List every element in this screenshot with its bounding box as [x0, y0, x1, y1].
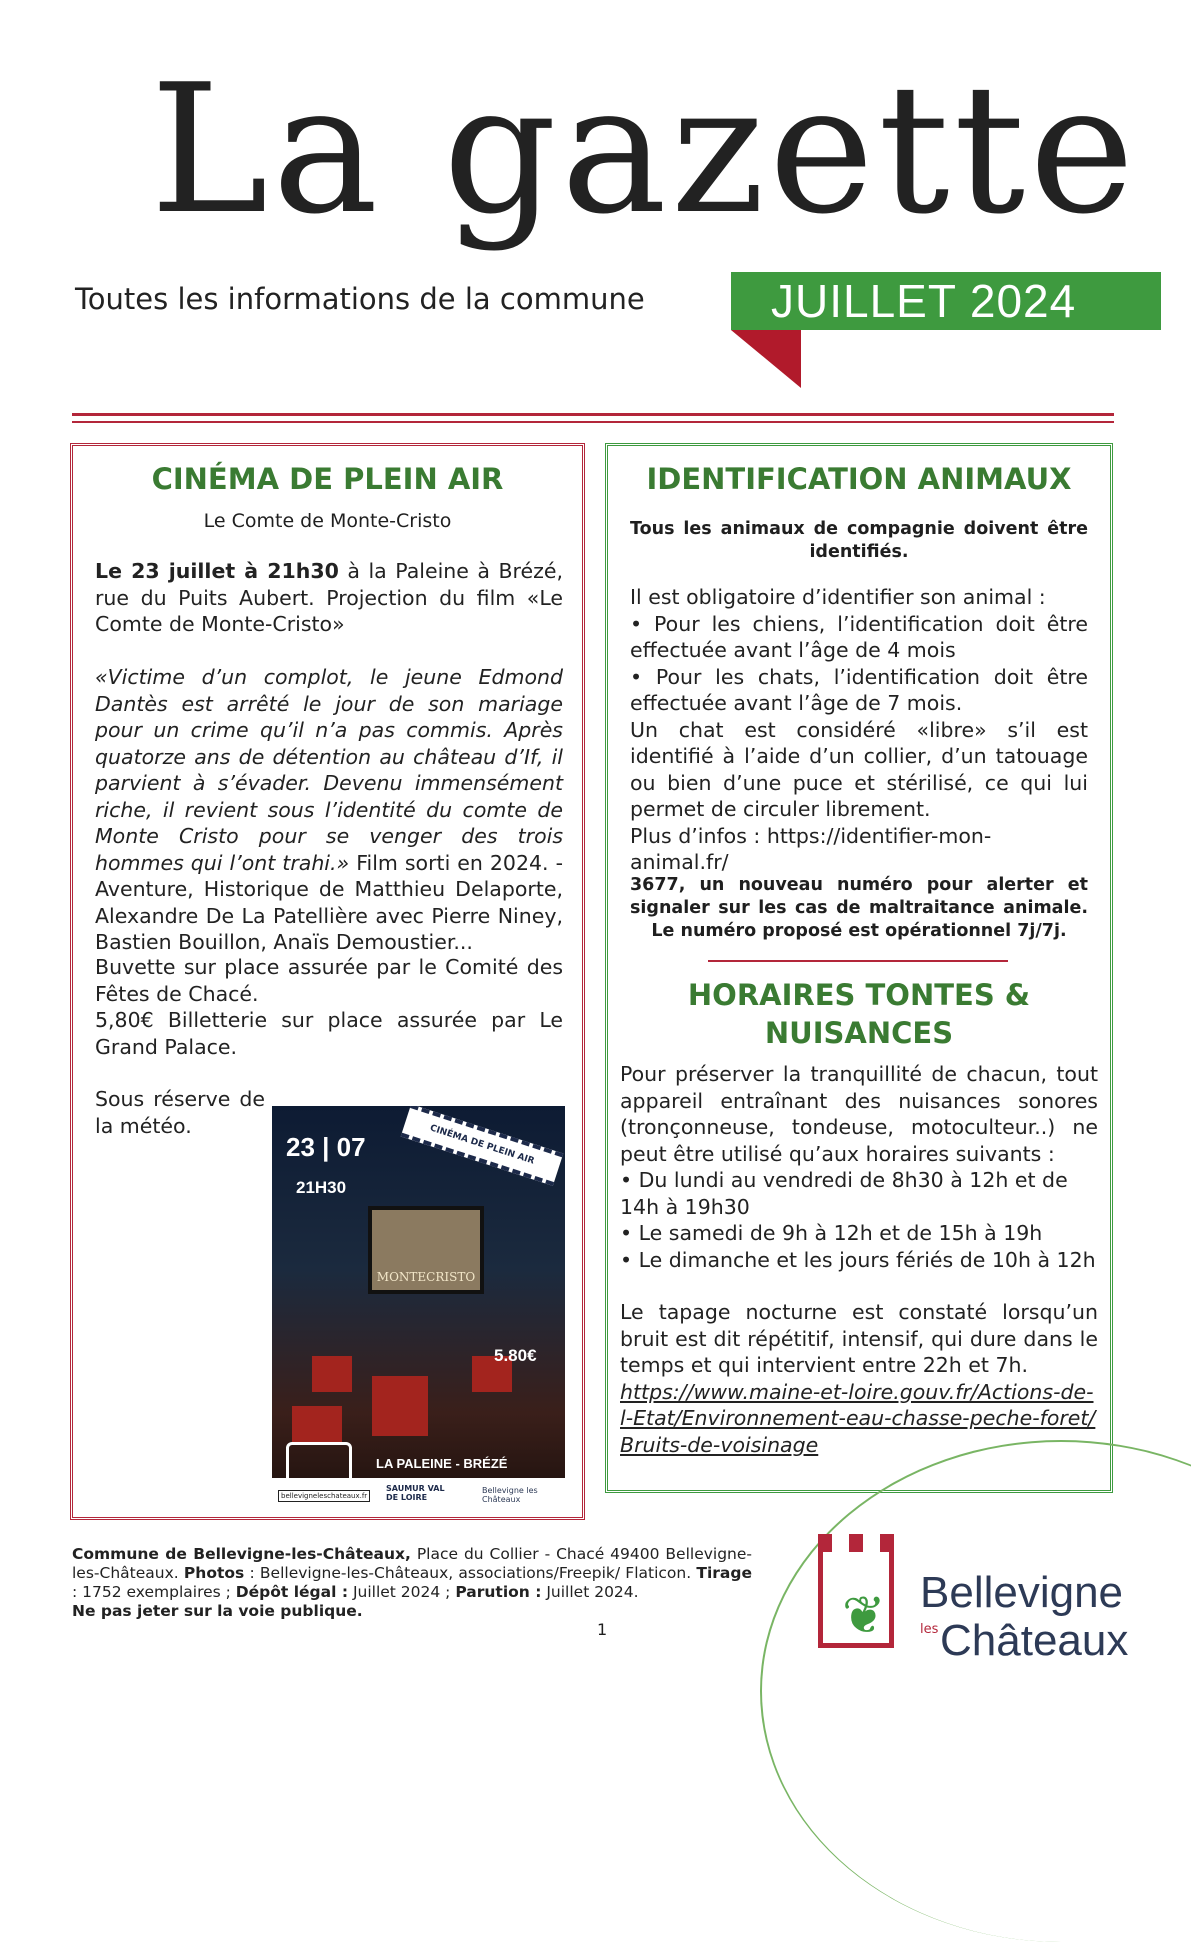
schedule-weekdays: • Du lundi au vendredi de 8h30 à 12h et de 14h à 19h30: [620, 1168, 1068, 1219]
litter-notice: Ne pas jeter sur la voie publique.: [72, 1602, 363, 1620]
weather-note: Sous réserve de la météo.: [95, 1087, 265, 1138]
ticket-paragraph: 5,80€ Billetterie sur place assurée par Le Grand Palace.: [95, 1008, 563, 1059]
poster-film-strip: CINÉMA DE PLEIN AIR: [401, 1106, 564, 1186]
noise-body: [620, 1061, 1098, 1458]
schedule-saturday: • Le samedi de 9h à 12h et de 15h à 19h: [620, 1221, 1043, 1245]
animals-cats: • Pour les chats, l’identification doit être effectuée avant l’âge de 7 mois.: [630, 664, 1088, 715]
poster-chair: [372, 1376, 428, 1436]
ribbon-tail: [731, 330, 801, 388]
poster-price: 5.80€: [494, 1346, 537, 1365]
film-credits: Film sorti en 2024. - Aventure, Historique de Matthieu Delaporte, Alexandre De La Patellière avec Pierre Niney, Bastien Bouillon, Anaïs Demoustier...: [95, 850, 563, 954]
divider-rule: [72, 413, 1114, 416]
poster-footer: [272, 1478, 565, 1516]
issue-date: JUILLET 2024: [771, 275, 1077, 327]
logo-line1: Bellevigne: [920, 1568, 1124, 1617]
poster-date: 23 | 07: [286, 1132, 366, 1162]
animals-section: [605, 443, 1113, 1493]
poster-time: 21H30: [296, 1178, 347, 1197]
masthead-title: La gazette: [150, 46, 1139, 253]
alert-number: 3677, un nouveau numéro pour alerter et signaler sur les cas de maltraitance animale. Le numéro proposé est opérationnel 7j/7j.: [630, 875, 1088, 941]
publication-info: [72, 1545, 752, 1621]
event-details: à la Paleine à Brézé, rue du Puits Aubert. Projection du film «Le Comte de Monte-Cristo»: [95, 559, 563, 636]
poster-venue: LA PALEINE - BRÉZÉ: [376, 1456, 508, 1471]
divider-rule: [72, 421, 1114, 423]
animals-body: [630, 584, 1088, 876]
noise-link[interactable]: https://www.maine-et-loire.gouv.fr/Actions-de-l-Etat/Environnement-eau-chasse-peche-foret/Bruits-de-voisinage: [620, 1379, 1096, 1457]
logo-les: les: [920, 1622, 939, 1637]
commune-name: Commune de Bellevigne-les-Châteaux,: [72, 1545, 411, 1563]
noise-intro: Pour préserver la tranquillité de chacun, tout appareil entraînant des nuisances sonores (tronçonneuse, tondeuse, motoculteur..) ne peut être utilisé qu’aux horaires suivants :: [620, 1062, 1098, 1166]
photos-label: Photos: [183, 1564, 245, 1582]
legal-deposit-label: Dépôt légal :: [235, 1583, 349, 1601]
section-divider: [708, 960, 1008, 962]
event-paragraph: [95, 558, 563, 638]
print-run: : 1752 exemplaires ;: [72, 1583, 236, 1601]
poster-chair: [292, 1406, 342, 1442]
poster-partner-bellevigne: Bellevigne les Châteaux: [482, 1486, 538, 1504]
animals-dogs: • Pour les chiens, l’identification doit être effectuée avant l’âge de 4 mois: [630, 611, 1088, 662]
animals-more-info: Plus d’infos : https://identifier-mon-animal.fr/: [630, 823, 992, 874]
cinema-heading: CINÉMA DE PLEIN AIR: [151, 462, 504, 496]
synopsis-paragraph: [95, 664, 563, 956]
synopsis: «Victime d’un complot, le jeune Edmond Dantès est arrêté le jour de son mariage pour un crime qu’il n’a pas commis. Après quatorze ans de détention au château d’If, il parvient à s’évader. Devenu immensément riche, il revient sous l’identité du comte de Monte Cristo pour se venger des trois hommes qui l’ont trahi.»: [95, 665, 563, 875]
poster-partner-saumur: SAUMUR VAL DE LOIRE: [386, 1484, 445, 1502]
event-date: Le 23 juillet à 21h30: [95, 559, 339, 583]
commune-address: Place du Collier - Chacé 49400 Bellevigne-les-Châteaux.: [72, 1545, 752, 1582]
publication-label: Parution :: [455, 1583, 542, 1601]
vine-leaf-icon: ❦: [842, 1586, 886, 1646]
film-title: Le Comte de Monte-Cristo: [203, 510, 452, 532]
animals-free-cat: Un chat est considéré «libre» s’il est identifié à l’aide d’un collier, d’un tatouage ou bien d’une puce et stérilisé, ce qui lui permet de circuler librement.: [630, 717, 1088, 821]
issue-band: [731, 272, 1161, 330]
nocturnal-noise: Le tapage nocturne est constaté lorsqu’un bruit est dit répétitif, intensif, qui dure dans le temps et qui intervient entre 22h et 7h.: [620, 1300, 1098, 1377]
noise-heading: HORAIRES TONTES & NUISANCES: [687, 978, 1031, 1050]
schedule-sunday: • Le dimanche et les jours fériés de 10h à 12h: [620, 1247, 1096, 1272]
cinema-poster: [272, 1106, 565, 1516]
tagline: Toutes les informations de la commune: [75, 282, 645, 316]
photos-credit: : Bellevigne-les-Châteaux, associations/Freepik/ Flaticon.: [244, 1564, 697, 1582]
publication-date: Juillet 2024.: [541, 1583, 639, 1601]
animals-obligation: Il est obligatoire d’identifier son animal :: [630, 585, 1046, 609]
logo-arc: [760, 1440, 1191, 1942]
page-number: 1: [597, 1620, 608, 1639]
buvette-paragraph: Buvette sur place assurée par le Comité des Fêtes de Chacé.: [95, 955, 563, 1006]
logo-line2: Châteaux: [940, 1616, 1129, 1665]
animals-lead: Tous les animaux de compagnie doivent être identifiés.: [630, 519, 1088, 562]
poster-film-title: MONTECRISTO: [376, 1270, 476, 1284]
animals-heading: IDENTIFICATION ANIMAUX: [646, 462, 1072, 496]
legal-deposit: Juillet 2024 ;: [348, 1583, 456, 1601]
poster-chair: [312, 1356, 352, 1392]
poster-screen: [368, 1206, 484, 1294]
poster-site: bellevigneleschateaux.fr: [278, 1490, 370, 1502]
print-run-label: Tirage: [696, 1564, 752, 1582]
